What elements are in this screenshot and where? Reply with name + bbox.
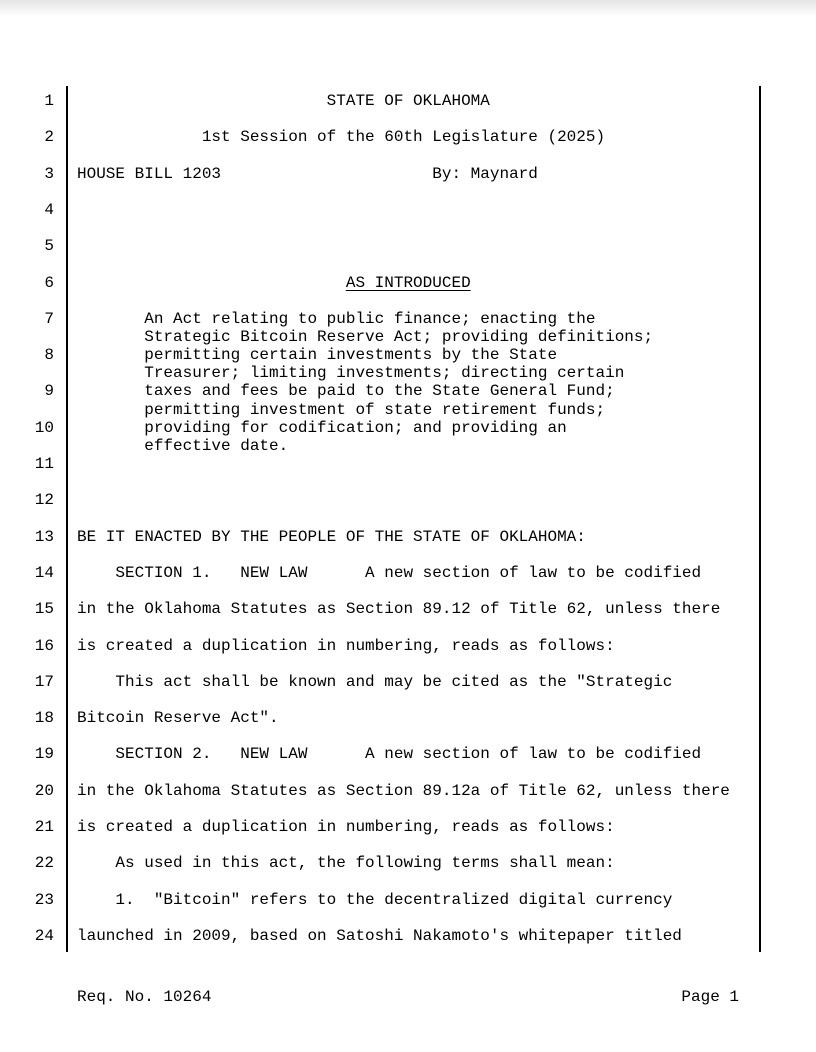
text-line: An Act relating to public finance; enacting the	[77, 309, 596, 328]
line-number: 15	[34, 600, 54, 619]
text-line: is created a duplication in numbering, reads as follows:	[77, 636, 615, 655]
line-number: 20	[34, 781, 54, 800]
text-line: BE IT ENACTED BY THE PEOPLE OF THE STATE OF OKLAHOMA:	[77, 527, 586, 546]
text-line: As used in this act, the following terms shall mean:	[77, 854, 615, 873]
line-number: 3	[44, 164, 54, 183]
text-line: Bitcoin Reserve Act".	[77, 709, 279, 728]
underlined-heading: AS INTRODUCED	[345, 273, 471, 292]
line-number: 11	[34, 455, 54, 473]
line-number: 5	[44, 237, 54, 256]
line-number: 12	[34, 491, 54, 510]
text-line: providing for codification; and providing an	[77, 418, 567, 437]
page-number: Page 1	[681, 988, 739, 1006]
line-number: 13	[34, 527, 54, 546]
line-number: 9	[44, 382, 54, 401]
text-line: STATE OF OKLAHOMA	[77, 92, 490, 110]
text-line: effective date.	[77, 436, 289, 455]
request-number: Req. No. 10264	[77, 988, 212, 1006]
line-number: 7	[44, 309, 54, 328]
line-number: 22	[34, 854, 54, 873]
text-line: in the Oklahoma Statutes as Section 89.12a of Title 62, unless there	[77, 781, 730, 800]
text-line: SECTION 1. NEW LAW A new section of law to be codified	[77, 563, 702, 582]
line-number: 24	[34, 926, 54, 945]
line-number: 23	[34, 890, 54, 909]
line-number: 8	[44, 346, 54, 365]
line-number: 1	[44, 92, 54, 110]
line-number: 18	[34, 709, 54, 728]
line-number: 6	[44, 273, 54, 292]
line-number: 10	[34, 418, 54, 437]
text-line: permitting investment of state retirement funds;	[77, 400, 606, 419]
text-line: Strategic Bitcoin Reserve Act; providing definitions;	[77, 327, 654, 346]
text-line: in the Oklahoma Statutes as Section 89.12 of Title 62, unless there	[77, 600, 721, 619]
text-line: is created a duplication in numbering, reads as follows:	[77, 818, 615, 836]
text-line: This act shall be known and may be cited as the "Strategic	[77, 672, 673, 691]
text-line: taxes and fees be paid to the State General Fund;	[77, 382, 615, 401]
text-line: 1st Session of the 60th Legislature (2025)	[77, 128, 606, 147]
text-line: SECTION 2. NEW LAW A new section of law to be codified	[77, 745, 702, 764]
line-number: 19	[34, 745, 54, 764]
text-line	[77, 274, 471, 292]
right-margin-rule	[759, 86, 761, 952]
line-number: 14	[34, 563, 54, 582]
top-shadow	[0, 0, 816, 16]
line-number: 2	[44, 128, 54, 147]
line-number: 4	[44, 200, 54, 219]
line-number: 17	[34, 672, 54, 691]
text-line: HOUSE BILL 1203 By: Maynard	[77, 164, 538, 183]
line-number: 16	[34, 636, 54, 655]
text-line: Treasurer; limiting investments; directing certain	[77, 364, 625, 383]
left-margin-rule	[66, 86, 68, 952]
line-number: 21	[34, 818, 54, 836]
text-line: permitting certain investments by the State	[77, 346, 558, 365]
text-line: launched in 2009, based on Satoshi Nakamoto's whitepaper titled	[77, 926, 682, 945]
text-line: 1. "Bitcoin" refers to the decentralized digital currency	[77, 890, 673, 909]
